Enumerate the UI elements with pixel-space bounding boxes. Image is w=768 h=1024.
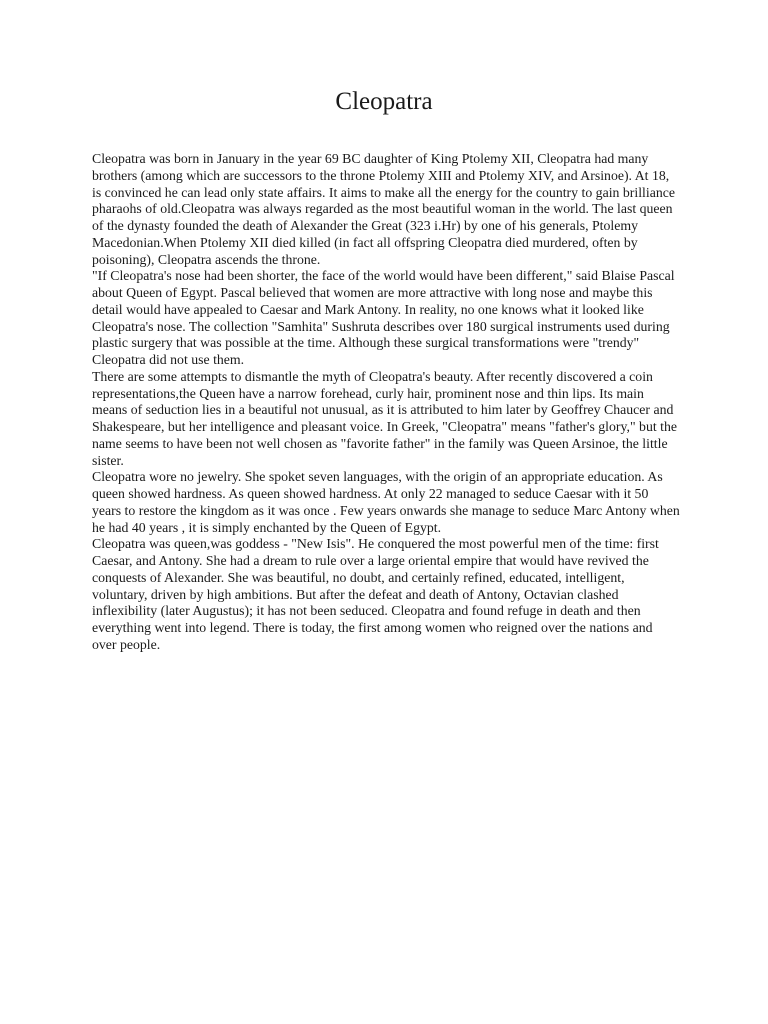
paragraph-nose: "If Cleopatra's nose had been shorter, the face of the world would have been different," said Blaise Pascal about Queen of Egypt. Pascal believed that women are more attractive with long nose and maybe this detail would have appealed to Caesar and Mark Antony. In reality, no one knows what it looked like Cleopatra's nose. The collection "Samhita" Sushruta describes over 180 surgical instruments used during plastic surgery that was possible at the time. Although these surgical transformations were "trendy" Cleopatra did not use them. [92, 268, 675, 367]
document-body [92, 151, 680, 654]
paragraph-new-isis: Cleopatra was queen,was goddess - "New Isis". He conquered the most powerful men of the time: first Caesar, and Antony. She had a dream to rule over a large oriental empire that would have revived the conquests of Alexander. She was beautiful, no doubt, and certainly refined, educated, intelligent, voluntary, driven by high ambitions. But after the defeat and death of Antony, Octavian clashed inflexibility (later Augustus); it has not been seduced. Cleopatra and found refuge in death and then everything went into legend. There is today, the first among women who reigned over the nations and over people. [92, 536, 659, 652]
paragraph-birth: Cleopatra was born in January in the year 69 BC daughter of King Ptolemy XII, Cleopatra had many brothers (among which are successors to the throne Ptolemy XIII and Ptolemy XIV, and Arsinoe). At 18, is convinced he can lead only state affairs. It aims to make all the energy for the country to gain brilliance pharaohs of old.Cleopatra was always regarded as the most beautiful woman in the world. The last queen of the dynasty founded the death of Alexander the Great (323 i.Hr) by one of his generals, Ptolemy Macedonian.When Ptolemy XII died killed (in fact all offspring Cleopatra died murdered, often by poisoning), Cleopatra ascends the throne. [92, 151, 675, 267]
paragraph-beauty-myth: There are some attempts to dismantle the myth of Cleopatra's beauty. After recently discovered a coin representations,the Queen have a narrow forehead, curly hair, prominent nose and thin lips. Its main means of seduction lies in a beautiful not unusual, as it is attributed to him later by Geoffrey Chaucer and Shakespeare, but her intelligence and pleasant voice. In Greek, "Cleopatra" means "father's glory," but the name seems to have been not well chosen as "favorite father" in the family was Queen Arsinoe, the little sister. [92, 368, 677, 468]
document-title: Cleopatra [335, 88, 433, 115]
paragraph-languages: Cleopatra wore no jewelry. She spoket seven languages, with the origin of an appropriate education. As queen showed hardness. As queen showed hardness. At only 22 managed to seduce Caesar with it 50 years to restore the kingdom as it was once . Few years onwards she manage to seduce Marc Antony when he had 40 years , it is simply enchanted by the Queen of Egypt. [92, 469, 680, 535]
